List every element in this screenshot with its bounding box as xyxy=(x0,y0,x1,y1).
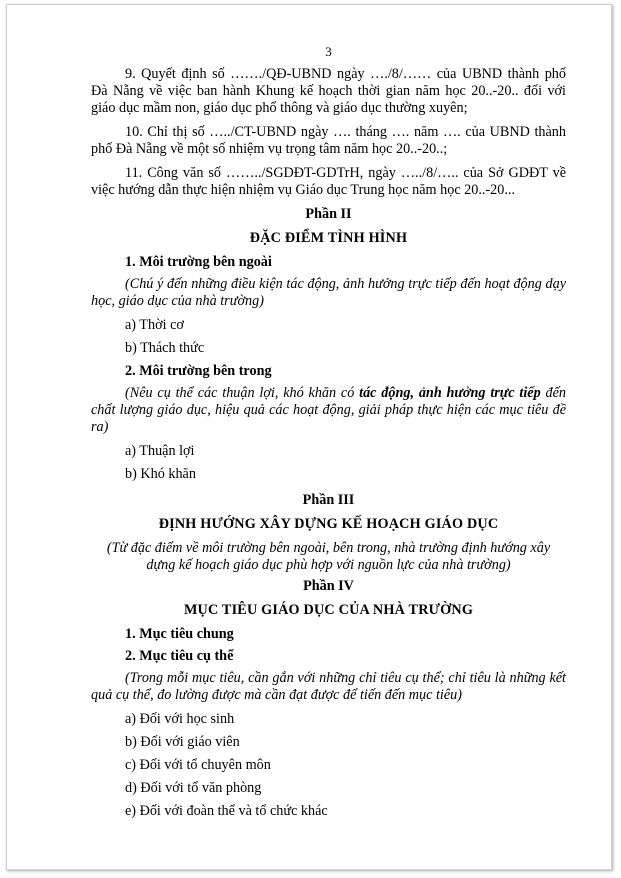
note-text: đến chất lượng giáo dục, hiệu quả các hoạt động, giải pháp thực hiện các mục tiêu đề ra) xyxy=(91,385,566,435)
part-2-label: Phần II xyxy=(305,206,352,222)
general-goal-heading: 1. Mục tiêu chung xyxy=(125,626,234,642)
paragraph-11: 11. Công văn số ……../SGDĐT-GDTrH, ngày …../8/….. của Sở GDĐT về việc hướng dẫn thực hiện nhiệm vụ Giáo dục Trung học năm học 20..-20... xyxy=(91,165,566,198)
list-item: e) Đối với đoàn thể và tổ chức khác xyxy=(125,803,328,819)
list-item: c) Đối với tổ chuyên môn xyxy=(125,757,271,773)
document-page xyxy=(6,4,612,870)
part-3-title: ĐỊNH HƯỚNG XÂY DỰNG KẾ HOẠCH GIÁO DỤC xyxy=(158,516,499,532)
section-external-environment-heading: 1. Môi trường bên ngoài xyxy=(125,254,272,270)
part-4-title: MỤC TIÊU GIÁO DỤC CỦA NHÀ TRƯỜNG xyxy=(183,602,474,618)
list-item: a) Thời cơ xyxy=(125,317,184,333)
section-internal-environment-note xyxy=(91,385,566,436)
specific-goals-note: (Trong mỗi mục tiêu, cần gắn với những chỉ tiêu cụ thể; chỉ tiêu là những kết quả cụ thể, đo lường được mà cần đạt được để tiến đến mục tiêu) xyxy=(91,670,566,703)
list-item: a) Thuận lợi xyxy=(125,443,195,459)
list-item: a) Đối với học sinh xyxy=(125,711,235,727)
note-text: (Nêu cụ thể các thuận lợi, khó khăn có xyxy=(125,385,360,401)
paragraph-9: 9. Quyết định số ……./QĐ-UBND ngày …./8/…… của UBND thành phố Đà Nẵng về việc ban hành Khung kế hoạch thời gian năm học 20..-20.. đối với giáo dục mầm non, giáo dục phổ thông và giáo dục thường xuyên; xyxy=(91,66,566,116)
list-item: b) Thách thức xyxy=(125,340,205,356)
list-item: b) Khó khăn xyxy=(125,466,196,482)
part-3-note: (Từ đặc điểm về môi trường bên ngoài, bên trong, nhà trường định hướng xây dựng kế hoạch giáo dục phù hợp với nguồn lực của nhà trường) xyxy=(106,540,551,573)
section-external-environment-note: (Chú ý đến những điều kiện tác động, ảnh hưởng trực tiếp đến hoạt động dạy học, giáo dục của nhà trường) xyxy=(91,276,566,309)
list-item: d) Đối với tổ văn phòng xyxy=(125,780,262,796)
note-emphasis: tác động, ảnh hưởng trực tiếp xyxy=(359,385,541,401)
part-2-title: ĐẶC ĐIỂM TÌNH HÌNH xyxy=(249,230,408,246)
list-item: b) Đối với giáo viên xyxy=(125,734,240,750)
paragraph-10: 10. Chỉ thị số …../CT-UBND ngày …. tháng …. năm …. của UBND thành phố Đà Nẵng về một số nhiệm vụ trọng tâm năm học 20..-20..; xyxy=(91,124,566,157)
part-4-label: Phần IV xyxy=(303,578,354,594)
page-content xyxy=(91,43,566,826)
section-internal-environment-heading: 2. Môi trường bên trong xyxy=(125,363,272,379)
part-3-label: Phần III xyxy=(302,492,355,508)
specific-goals-heading: 2. Mục tiêu cụ thể xyxy=(125,648,234,664)
page-number: 3 xyxy=(325,44,332,59)
